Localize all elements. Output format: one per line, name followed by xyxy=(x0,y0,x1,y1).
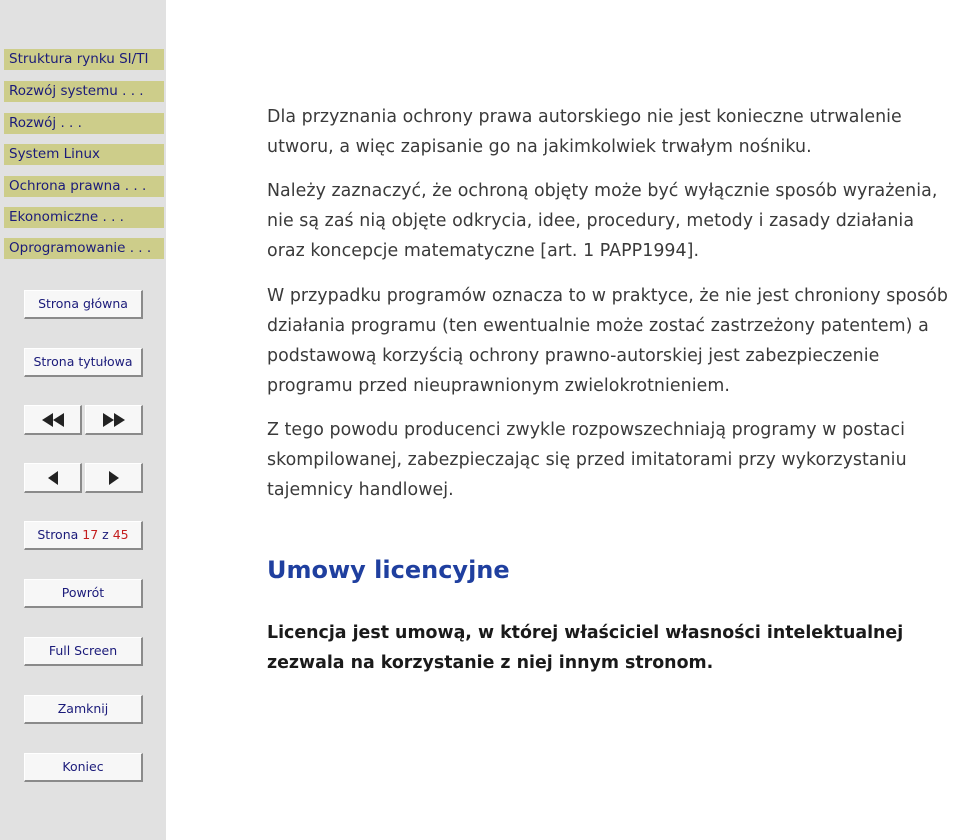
page-current: 17 xyxy=(82,527,99,542)
home-page-button[interactable]: Strona główna xyxy=(24,290,143,319)
paragraph-2: Należy zaznaczyć, że ochroną objęty może być wyłącznie sposób wyrażenia, nie są zaś nią objęte odkrycia, idee, procedury, metody i zasady działania oraz koncepcje matematyczne [art. 1 PAPP1994]. xyxy=(267,181,938,261)
quit-button[interactable]: Koniec xyxy=(24,753,143,782)
left-arrow-icon xyxy=(48,471,58,485)
last-page-button[interactable] xyxy=(85,405,143,435)
toc-item-system-linux[interactable]: System Linux xyxy=(4,144,164,165)
page-prefix: Strona xyxy=(37,527,79,542)
double-left-arrow-icon xyxy=(42,413,64,427)
sidebar xyxy=(0,0,166,840)
right-arrow-icon xyxy=(109,471,119,485)
toc-item-oprogramowanie[interactable]: Oprogramowanie . . . xyxy=(4,238,164,259)
close-button[interactable]: Zamknij xyxy=(24,695,143,724)
page-total: 45 xyxy=(112,527,129,542)
paragraph-1: Dla przyznania ochrony prawa autorskiego nie jest konieczne utrwalenie utworu, a więc zapisanie go na jakimkolwiek trwałym nośniku. xyxy=(267,107,902,157)
toc-item-rozwoj-systemu[interactable]: Rozwój systemu . . . xyxy=(4,81,164,102)
toc-item-ekonomiczne[interactable]: Ekonomiczne . . . xyxy=(4,207,164,228)
section-heading: Umowy licencyjne xyxy=(267,556,510,584)
double-right-arrow-icon xyxy=(103,413,125,427)
page-separator: z xyxy=(102,527,109,542)
fullscreen-button[interactable]: Full Screen xyxy=(24,637,143,666)
toc-item-rozwoj[interactable]: Rozwój . . . xyxy=(4,113,164,134)
toc-item-struktura-rynku[interactable]: Struktura rynku SI/TI xyxy=(4,49,164,70)
prev-page-button[interactable] xyxy=(24,463,82,493)
paragraph-3: W przypadku programów oznacza to w praktyce, że nie jest chroniony sposób działania programu (ten ewentualnie może zostać zastrzeżony patentem) a podstawową korzyścią ochrony prawno-autorskiej jest zabezpieczenie programu przed nieuprawnionym zwielokrotnieniem. xyxy=(267,286,949,396)
toc-item-ochrona-prawna[interactable]: Ochrona prawna . . . xyxy=(4,176,164,197)
page-indicator xyxy=(24,521,143,550)
paragraph-4: Z tego powodu producenci zwykle rozpowszechniają programy w postaci skompilowanej, zabezpieczając się przed imitatorami przy wykorzystaniu tajemnicy handlowej. xyxy=(267,420,907,500)
paragraph-5: Licencja jest umową, w której właściciel własności intelektualnej zezwala na korzystanie z niej innym stronom. xyxy=(267,623,904,673)
back-button[interactable]: Powrót xyxy=(24,579,143,608)
next-page-button[interactable] xyxy=(85,463,143,493)
title-page-button[interactable]: Strona tytułowa xyxy=(24,348,143,377)
first-page-button[interactable] xyxy=(24,405,82,435)
